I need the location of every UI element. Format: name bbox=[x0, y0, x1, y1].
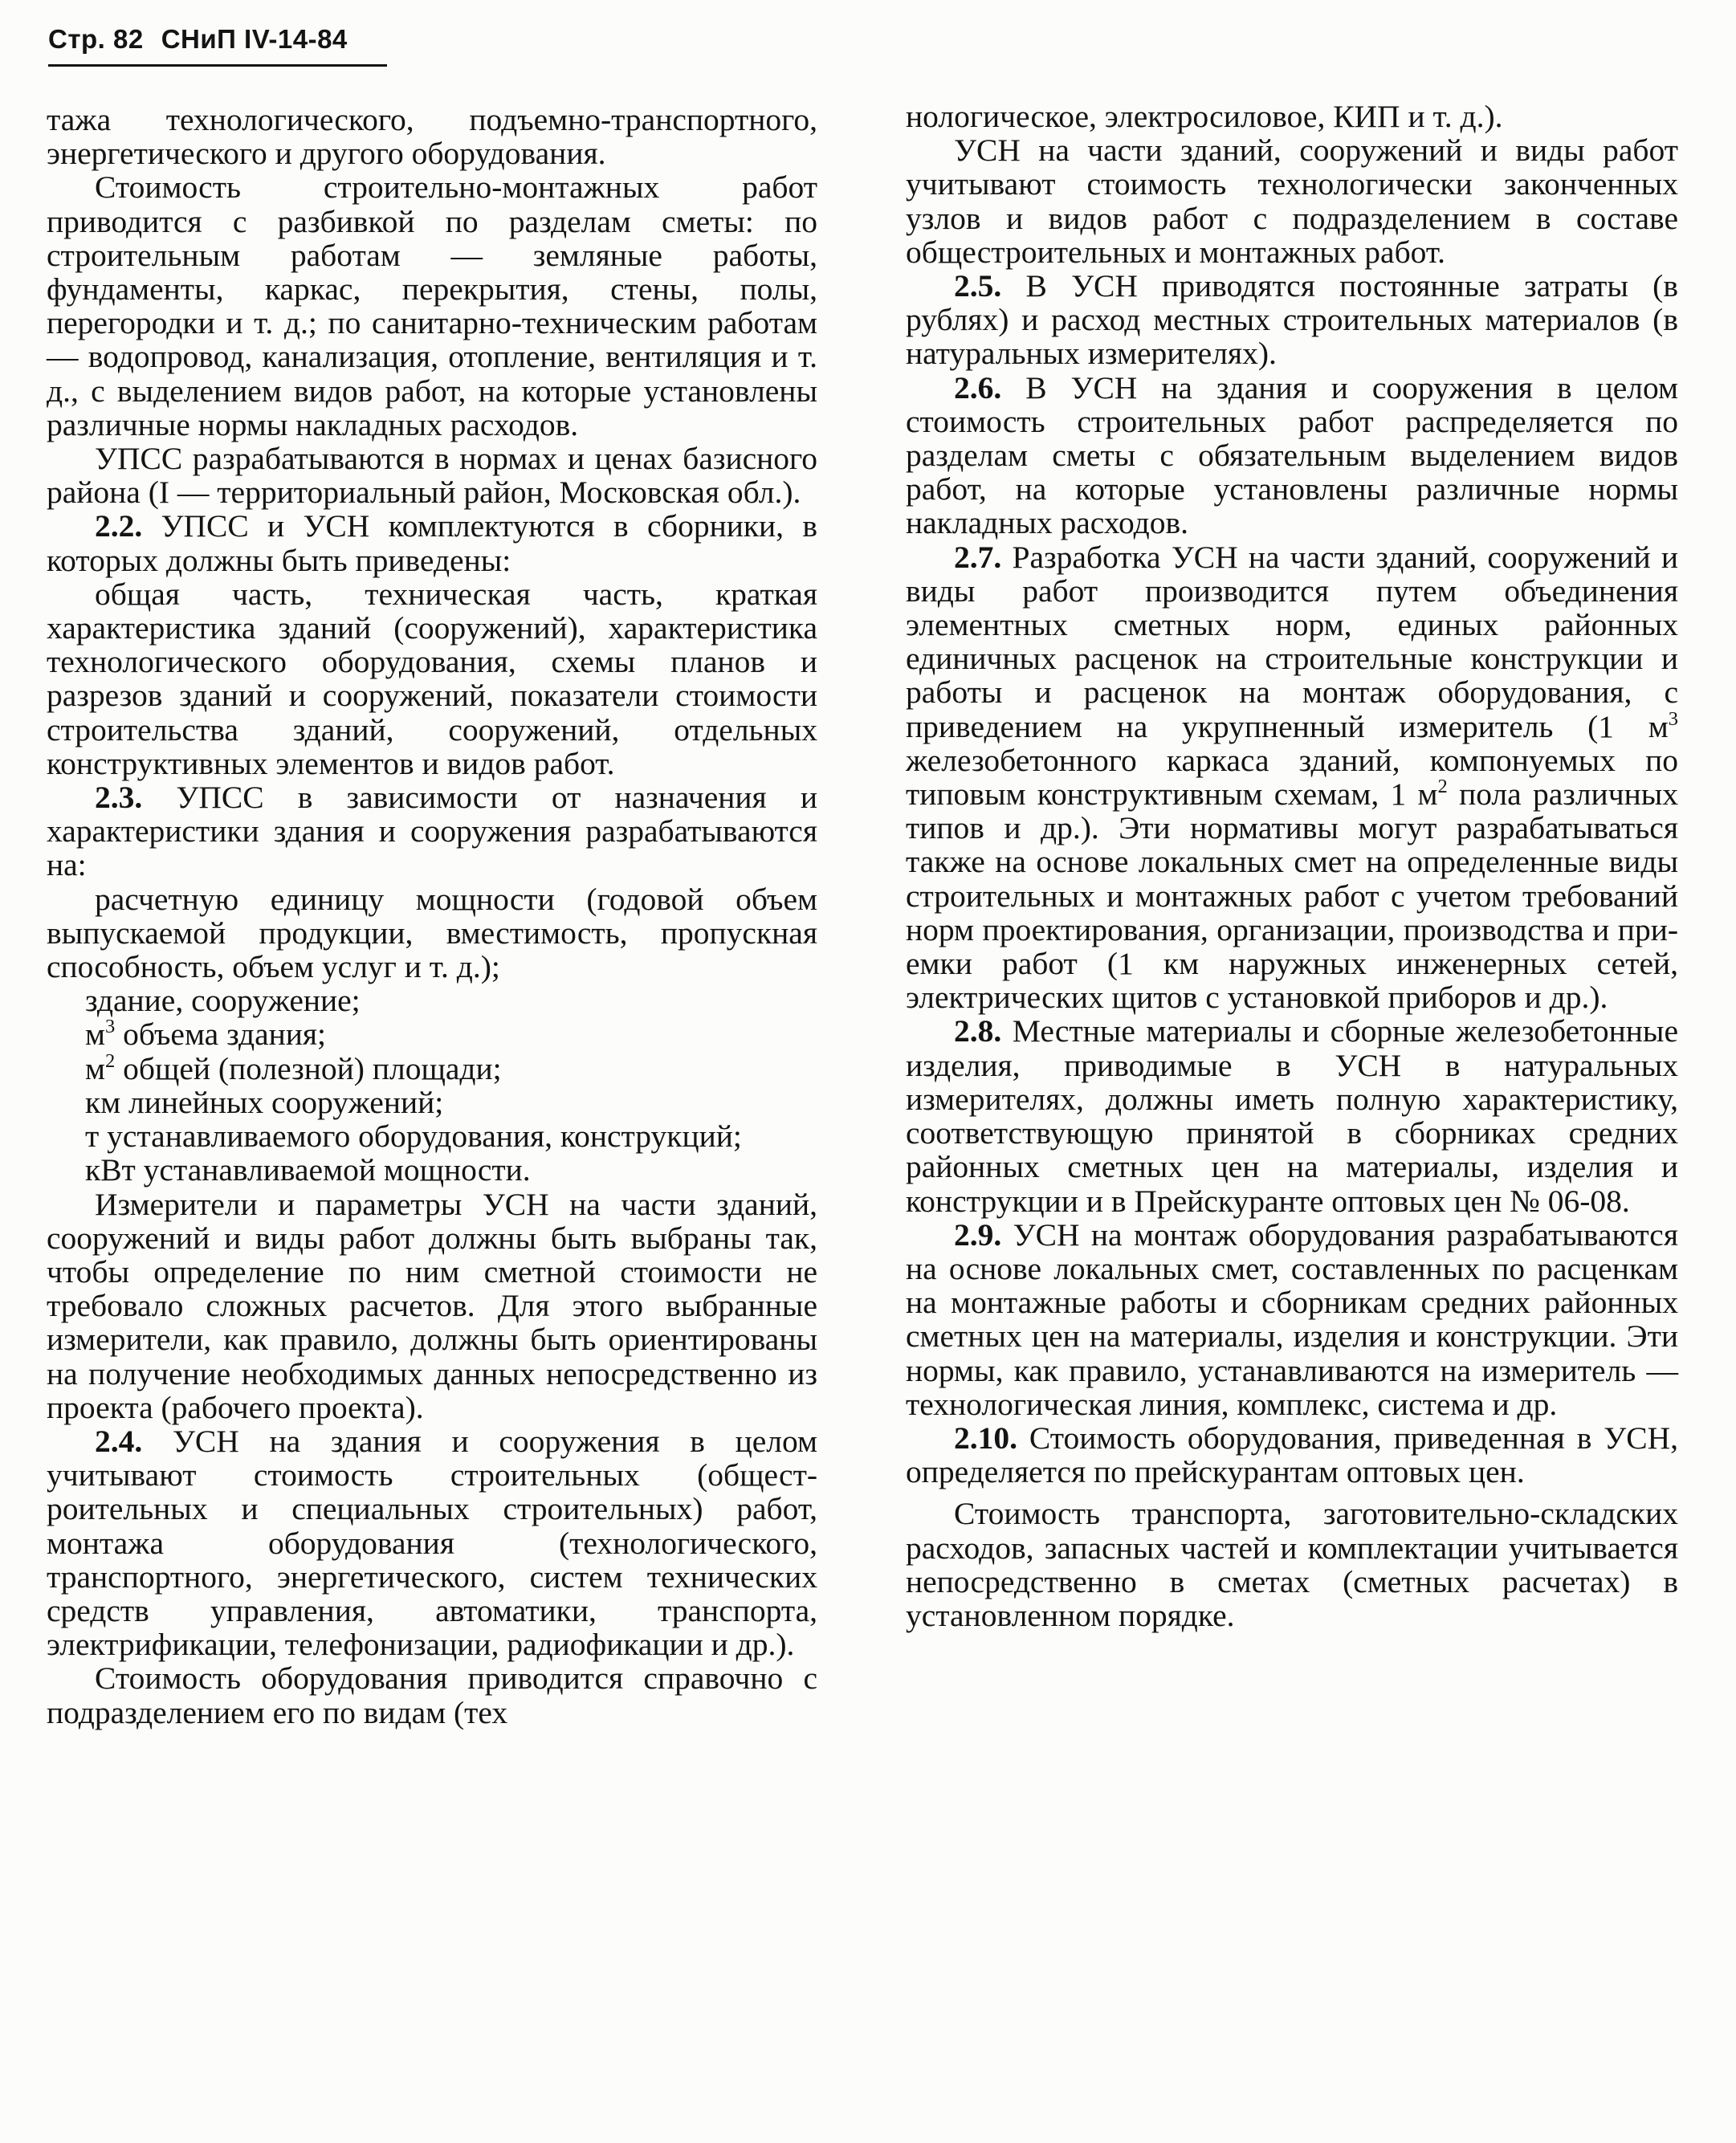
superscript: 2 bbox=[105, 1049, 116, 1072]
right-column bbox=[906, 100, 1678, 1632]
section-2-2 bbox=[47, 509, 817, 576]
left-column bbox=[47, 103, 817, 1729]
section-text: Стоимость оборудования, приведенная в УСН, определяется по прейскурантам оптовых цен. bbox=[906, 1420, 1678, 1490]
section-text: УПСС в зависимости от назначения и характеристики здания и сооружения разрабатываются на: bbox=[47, 780, 817, 883]
unit-text: м bbox=[85, 1050, 105, 1086]
section-text: УПСС и УСН комплектуются в сборники, в которых должны быть приведены: bbox=[47, 508, 817, 578]
section-2-3 bbox=[47, 780, 817, 882]
section-number: 2.7. bbox=[954, 539, 1002, 575]
section-number: 2.3. bbox=[95, 780, 143, 816]
header-rule bbox=[48, 64, 387, 67]
paragraph: УПСС разрабатываются в нормах и ценах базисного района (I — территориальный район, Московская обл.). bbox=[47, 441, 817, 511]
paragraph: нологическое, электросиловое, КИП и т. д.). bbox=[906, 99, 1503, 134]
section-2-9 bbox=[906, 1218, 1678, 1421]
section-2-8 bbox=[906, 1014, 1678, 1217]
section-number: 2.4. bbox=[95, 1423, 143, 1459]
paragraph: общая часть, техническая часть, краткая характеристика зданий (сооружений), характеристика технологического оборудования, схемы планов и разрезов зданий и сооружений, показатели стоимости строительства зданий, сооружений, отдельных конструктивных элементов и видов работ. bbox=[47, 576, 817, 781]
paragraph: тажа технологического, подъемно-транспортного, энергетического и другого оборудования. bbox=[47, 102, 817, 172]
list-item-text: общей (полезной) площади; bbox=[115, 1050, 502, 1086]
section-text: Разработка УСН на части зданий, сооружений и виды работ производится путем объединения элементных сметных норм, единых районных единичных расценок на строительные конструкции и работы и расценок на монтаж оборудования, с приведением на укрупненный измеритель (1 м bbox=[906, 539, 1678, 744]
section-2-6 bbox=[906, 371, 1678, 540]
superscript: 2 bbox=[1437, 775, 1448, 797]
section-2-4 bbox=[47, 1424, 817, 1661]
unit-text: м bbox=[85, 1016, 105, 1053]
list-item: здание, сооружение; bbox=[85, 983, 361, 1019]
section-text: Местные материалы и сборные железобетонные изделия, приводимые в УСН в натуральных измерителях, должны иметь полную характеристику, соответствующую принятой в сборниках средних районных сметных цен на материалы, изделия и конструкции и в Прейскуранте оптовых цен № 06-08. bbox=[906, 1013, 1678, 1219]
section-text: УСН на здания и сооружения в целом учитывают стоимость строительных (общестроительных и специальных строительных) работ, монтажа оборудования (технологического, транспортного, энергетического, систем технических средств управления, автоматики, транспорта, электрификации, телефонизации, радиофикации и др.). bbox=[47, 1423, 817, 1663]
running-head bbox=[48, 24, 348, 55]
list-item bbox=[47, 1017, 817, 1051]
page-number: Стр. 82 bbox=[48, 24, 144, 54]
document-code: СНиП IV-14-84 bbox=[161, 24, 348, 54]
paragraph: Измерители и параметры УСН на части зданий, сооружений и виды работ должны быть выбраны так, чтобы определение по ним сметной стоимости не требовало сложных расчетов. Для этого выбранные измерители, как правило, должны быть ориентированы на получение необходимых данных непосредственно из проекта (рабочего проекта). bbox=[47, 1186, 817, 1425]
list-item-text: объема здания; bbox=[115, 1016, 327, 1053]
paragraph: УСН на части зданий, сооружений и виды работ учитывают стоимость технологически законченных узлов и видов работ с подразделением в составе общестроительных и монтажных работ. bbox=[906, 132, 1678, 270]
section-text: В УСН приводятся постоянные затраты (в рублях) и расход местных строительных материалов (в натуральных измерителях). bbox=[906, 268, 1678, 372]
list-item bbox=[47, 1049, 817, 1086]
list-item: т устанавливаемого оборудования, конструкций; bbox=[85, 1118, 742, 1155]
superscript: 3 bbox=[105, 1016, 116, 1038]
paragraph: Стоимость оборудования приводится справочно с подразделением его по видам (тех bbox=[47, 1660, 817, 1730]
section-2-5 bbox=[906, 269, 1678, 371]
paragraph: Стоимость транспорта, заготовительно-складских расходов, запасных частей и комплектации учитывается непосредственно в сметах (сметных расчетах) в установленном порядке. bbox=[906, 1496, 1678, 1633]
list-item: расчетную единицу мощности (годовой объем выпускаемой продукции, вместимость, пропускная способность, объем услуг и т. д.); bbox=[47, 881, 817, 985]
section-2-10 bbox=[906, 1421, 1678, 1489]
section-number: 2.5. bbox=[954, 268, 1002, 304]
section-text: железобетонного каркаса зданий, компонуемых по типовым конструктивным схемам, 1 м bbox=[906, 742, 1678, 813]
list-item: км линейных сооружений; bbox=[85, 1084, 444, 1120]
section-number: 2.10. bbox=[954, 1420, 1017, 1456]
section-number: 2.8. bbox=[954, 1013, 1002, 1049]
section-number: 2.2. bbox=[95, 508, 143, 544]
superscript: 3 bbox=[1668, 707, 1678, 730]
section-text: УСН на монтаж оборудования разрабатываются на основе локальных смет, составленных по расценкам на монтажные работы и сборникам средних районных сметных цен на материалы, изделия и конструкции. Эти нормы, как правило, устанавливаются на измеритель — технологическая линия, комплекс, система и др. bbox=[906, 1216, 1678, 1422]
section-text: В УСН на здания и сооружения в целом стоимость строительных работ распределяется по разделам сметы с обязательным выделением видов работ, на которые установлены различные нормы накладных расходов. bbox=[906, 369, 1678, 541]
paragraph: Стоимость строительно-монтажных работ приводится с разбивкой по разделам сметы: по строительным работам — земляные работы, фундаменты, каркас, перекрытия, стены, полы, перегородки и т. д.; по санитарно-техническим работам — водопровод, канализация, отопление, вентиляция и т. д., с выделением видов работ, на которые установлены различные нормы накладных расходов. bbox=[47, 169, 817, 442]
section-number: 2.6. bbox=[954, 369, 1002, 405]
list-item: кВт устанавливаемой мощности. bbox=[85, 1152, 531, 1188]
section-number: 2.9. bbox=[954, 1216, 1002, 1253]
section-text: пола различных типов и др.). Эти нормативы могут разрабатываться также на основе локальных смет на определенные виды строительных и монтажных работ с учетом требований норм проектирования, организации, производства и приемки работ (1 км наружных инженерных сетей, электрических щитов с установкой приборов и др.). bbox=[906, 776, 1678, 1016]
section-2-7 bbox=[906, 540, 1678, 1015]
